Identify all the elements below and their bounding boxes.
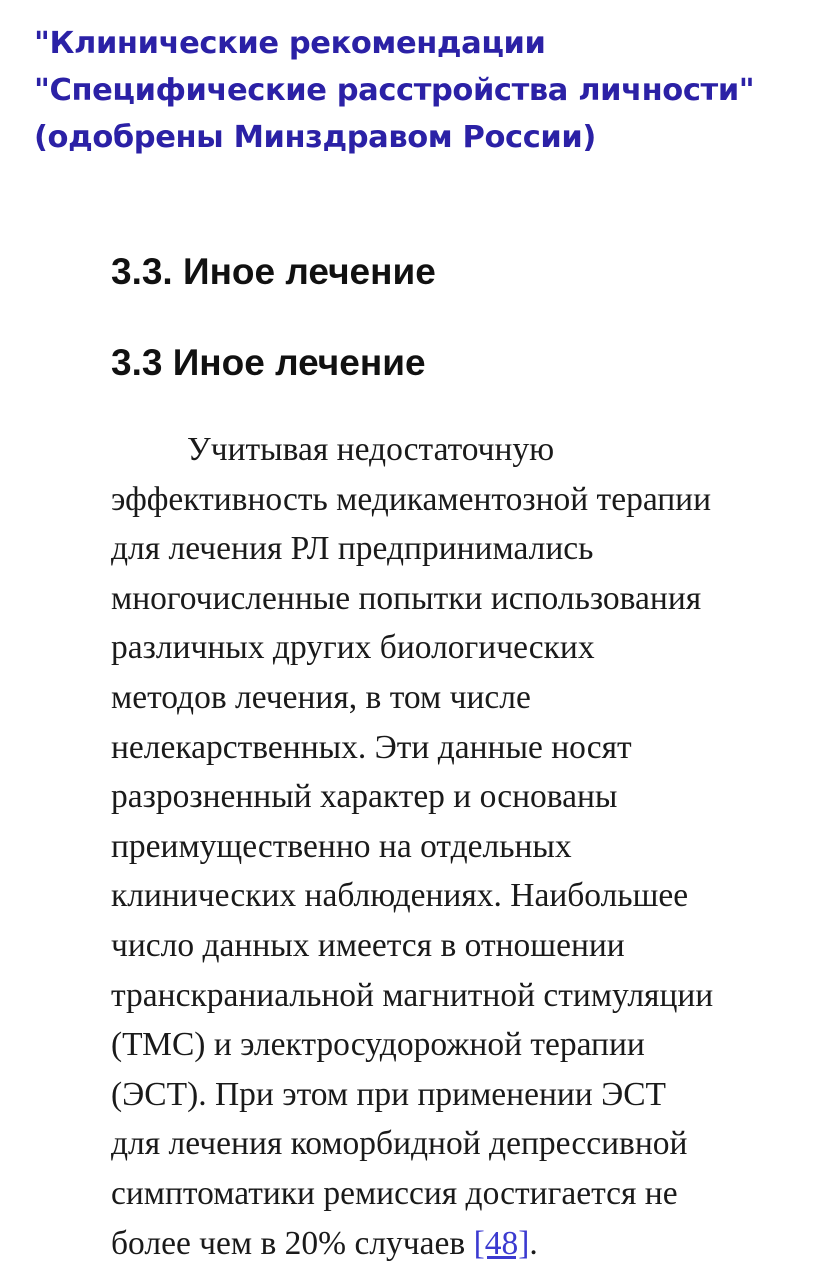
body-line: для лечения РЛ предпринимались (111, 530, 594, 568)
body-line: число данных имеется в отношении (111, 926, 625, 964)
body-line: симптоматики ремиссия достигается не (111, 1174, 678, 1212)
header-line-1: "Клинические рекомендации (34, 26, 546, 61)
body-line: разрозненный характер и основаны (111, 778, 618, 816)
header-line-2: "Специфические расстройства личности" (34, 73, 755, 108)
header-line-3: (одобрены Минздравом России) (34, 120, 596, 155)
body-line: многочисленные попытки использования (111, 579, 702, 617)
last-line-text: более чем в 20% случаев (111, 1224, 474, 1262)
trailing-punctuation: . (529, 1224, 538, 1262)
body-line: транскраниальной магнитной стимуляции (111, 976, 714, 1014)
body-line: для лечения коморбидной депрессивной (111, 1125, 688, 1163)
body-line: клинических наблюдениях. Наибольшее (111, 877, 689, 915)
body-line: (ЭСТ). При этом при применении ЭСТ (111, 1075, 667, 1113)
reference-link[interactable]: [48] (473, 1224, 530, 1262)
section-title-primary: 3.3. Иное лечение (111, 251, 436, 292)
body-line: различных других биологических (111, 629, 595, 667)
body-line: методов лечения, в том числе (111, 678, 531, 716)
body-line: Учитывая недостаточную (187, 431, 555, 468)
body-paragraph (111, 425, 801, 1268)
body-line: преимущественно на отдельных (111, 827, 572, 865)
body-line: (ТМС) и электросудорожной терапии (111, 1026, 645, 1064)
body-line-last (111, 1219, 801, 1269)
body-line: нелекарственных. Эти данные носят (111, 728, 632, 766)
document-header (34, 20, 794, 161)
section-title-secondary: 3.3 Иное лечение (111, 342, 426, 383)
body-line: эффективность медикаментозной терапии (111, 480, 712, 518)
